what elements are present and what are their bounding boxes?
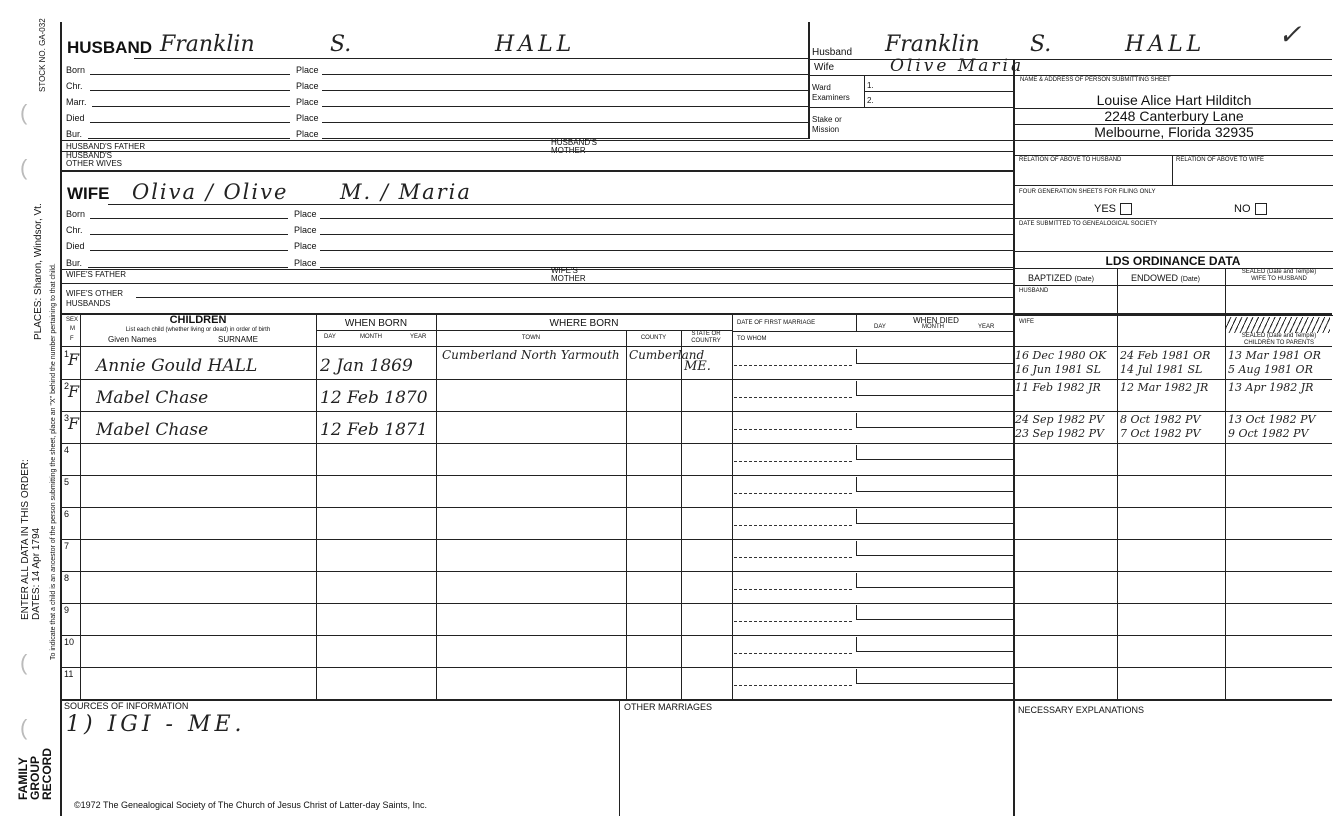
child-baptized-date-2[interactable]: 23 Sep 1982 PV [1015, 427, 1104, 440]
died-divider [856, 313, 857, 331]
child-row-line [60, 667, 1332, 668]
wife-mother-label: WIFE'S MOTHER [551, 266, 586, 283]
husband-died-label: Died [66, 113, 85, 123]
lds-header-bottom [1013, 285, 1333, 286]
child-died-line[interactable] [856, 651, 1013, 652]
child-birth-date[interactable]: 2 Jan 1869 [320, 356, 413, 376]
wife-died-label: Died [66, 241, 85, 251]
child-row-line [60, 411, 1332, 412]
child-died-tick [856, 349, 857, 364]
child-sealed-date[interactable]: 13 Oct 1982 PV [1228, 413, 1316, 426]
ancestor-instruction: To indicate that a child is an ancestor of the person submitting the sheet, place an "X" behind the number pertaining to that child. [50, 263, 57, 660]
four-gen-label: FOUR GENERATION SHEETS FOR FILING ONLY [1019, 189, 1156, 195]
places-note: PLACES: Sharon, Windsor, Vt. [33, 203, 44, 340]
child-row-number: 1 [64, 349, 70, 359]
submitter-line-3 [1013, 140, 1333, 141]
child-sealed-date[interactable]: 13 Mar 1981 OR [1228, 349, 1321, 362]
relation-top [1013, 155, 1333, 156]
state-header: STATE OR COUNTRY [691, 331, 721, 344]
born-month-header: MONTH [360, 334, 382, 340]
born-subheader-line [316, 330, 732, 331]
child-marriage-line[interactable] [734, 365, 852, 366]
wife-died-place-label: Place [294, 241, 317, 251]
wife-heading: WIFE [67, 184, 110, 203]
husband-chr-place-line[interactable] [322, 90, 808, 91]
wife-died-place-line[interactable] [320, 250, 1013, 251]
child-baptized-date-2[interactable]: 16 Jun 1981 SL [1015, 363, 1101, 376]
four-gen-yes[interactable]: YES [1094, 203, 1132, 215]
child-died-line[interactable] [856, 523, 1013, 524]
child-row-line [60, 635, 1332, 636]
lds-wife-row: WIFE [1019, 319, 1034, 325]
children-list-note: List each child (whether living or dead) in order of birth [125, 327, 271, 333]
date-submitted-bottom [1013, 251, 1333, 252]
child-endowed-date[interactable]: 8 Oct 1982 PV [1120, 413, 1201, 426]
wife-other-husbands-line[interactable] [136, 297, 1013, 298]
submitter-name: Louise Alice Hart Hilditch [1096, 92, 1252, 108]
wife-parents-bottom [60, 283, 1013, 284]
husband-bur-line[interactable] [88, 138, 290, 139]
child-endowed-date-2[interactable]: 7 Oct 1982 PV [1120, 427, 1201, 440]
wife-chr-place-line[interactable] [320, 234, 1013, 235]
child-baptized-date[interactable]: 16 Dec 1980 OK [1015, 349, 1107, 362]
lds-hatch-box [1226, 317, 1330, 333]
child-birth-town[interactable]: Cumberland North Yarmouth [442, 348, 620, 362]
wife-given-name[interactable]: Oliva / Olive [132, 180, 289, 204]
other-marriages-label: OTHER MARRIAGES [624, 702, 713, 712]
child-sex[interactable]: F [68, 350, 80, 369]
surname-header: SURNAME [218, 335, 259, 344]
relation-divider [1172, 155, 1173, 185]
child-row-line [60, 603, 1332, 604]
child-row-number: 7 [64, 541, 70, 551]
child-name[interactable]: Mabel Chase [96, 388, 209, 408]
child-birth-date[interactable]: 12 Feb 1870 [320, 388, 428, 408]
wife-born-line[interactable] [90, 218, 288, 219]
child-died-tick [856, 477, 857, 492]
husband-marr-place-line[interactable] [322, 106, 808, 107]
wife-parents-top [60, 269, 1013, 270]
rp-examiners-label: Examiners [812, 93, 850, 102]
child-name[interactable]: Mabel Chase [96, 420, 209, 440]
child-marriage-line[interactable] [734, 525, 852, 526]
child-birth-date[interactable]: 12 Feb 1871 [320, 420, 428, 440]
died-year-header: YEAR [978, 324, 995, 330]
frame-left [60, 22, 62, 816]
born-day-header: DAY [324, 334, 336, 340]
wife-father-label: WIFE'S FATHER [66, 270, 127, 279]
wife-born-place-label: Place [294, 209, 317, 219]
punch-hole-mark: ( [20, 100, 28, 125]
rp-husband-line [808, 59, 1332, 60]
husband-chr-label: Chr. [66, 81, 83, 91]
lds-husband-row: HUSBAND [1019, 288, 1049, 294]
child-row-line [60, 475, 1332, 476]
marriage-subheader-line [732, 331, 1013, 332]
when-died-header: WHEN DIED [913, 316, 959, 325]
lds-endowed: ENDOWED (Date) [1131, 273, 1200, 283]
child-died-line[interactable] [856, 363, 1013, 364]
child-birth-county[interactable]: Cumberland [629, 348, 705, 362]
submitter-city: Melbourne, Florida 32935 [1094, 124, 1254, 140]
child-endowed-date-2[interactable]: 14 Jul 1981 SL [1120, 363, 1203, 376]
where-born-divider [436, 313, 437, 699]
child-died-line[interactable] [856, 683, 1013, 684]
husband-chr-line[interactable] [90, 90, 290, 91]
child-died-tick [856, 669, 857, 684]
wife-died-line[interactable] [90, 250, 288, 251]
husband-given-name[interactable]: Franklin [160, 32, 255, 57]
husband-section-bottom [60, 170, 1013, 172]
town-header: TOWN [521, 335, 541, 341]
husband-died-place-line[interactable] [322, 122, 808, 123]
lds-title: LDS ORDINANCE DATA [1105, 254, 1241, 268]
child-sex[interactable]: F [68, 382, 80, 401]
stock-number: STOCK NO. GA-032 [38, 18, 47, 92]
child-marriage-line[interactable] [734, 429, 852, 430]
husband-bur-place-label: Place [296, 129, 319, 139]
husband-name-line [134, 58, 808, 59]
enter-order-note: ENTER ALL DATA IN THIS ORDER: [20, 459, 31, 620]
relation-husband-label: RELATION OF ABOVE TO HUSBAND [1019, 157, 1122, 163]
date-submitted-label: DATE SUBMITTED TO GENEALOGICAL SOCIETY [1019, 221, 1158, 227]
relation-wife-label: RELATION OF ABOVE TO WIFE [1176, 157, 1265, 163]
sex-f: F [70, 336, 74, 342]
child-row-line [60, 379, 1332, 380]
punch-hole-mark: ( [20, 650, 28, 675]
four-gen-bottom [1013, 218, 1333, 219]
child-died-line[interactable] [856, 555, 1013, 556]
child-died-tick [856, 413, 857, 428]
husband-parents-bottom [60, 151, 1013, 152]
husband-father-label: HUSBAND'S FATHER [66, 142, 146, 151]
child-birth-state[interactable]: ME. [684, 359, 711, 374]
wife-middle-name[interactable]: M. / Maria [340, 180, 472, 204]
husband-parents-top [60, 140, 1013, 141]
child-died-line[interactable] [856, 619, 1013, 620]
rp-examiner-2[interactable]: 2. [867, 96, 874, 105]
child-marriage-line[interactable] [734, 589, 852, 590]
husband-chr-place-label: Place [296, 81, 319, 91]
child-row-number: 11 [64, 669, 74, 679]
sex-header: SEX [66, 317, 79, 323]
child-died-line[interactable] [856, 427, 1013, 428]
rp-ward-label: Ward [812, 83, 831, 92]
wife-other-husbands-label: WIFE'S OTHER HUSBANDS [66, 289, 124, 308]
died-month-header: MONTH [922, 324, 944, 330]
child-sealed-date-2[interactable]: 5 Aug 1981 OR [1228, 363, 1313, 376]
rp-stake-label: Stake or Mission [812, 115, 842, 134]
lds-sealed-wife: SEALED (Date and Temple) WIFE TO HUSBAND [1241, 269, 1317, 282]
husband-born-line[interactable] [90, 74, 290, 75]
child-row-line [60, 507, 1332, 508]
wife-chr-place-label: Place [294, 225, 317, 235]
footer-divider-1 [619, 699, 620, 816]
husband-middle-name[interactable]: S. [330, 32, 352, 57]
child-baptized-date[interactable]: 24 Sep 1982 PV [1015, 413, 1104, 426]
husband-born-place-label: Place [296, 65, 319, 75]
child-name[interactable]: Annie Gould HALL [96, 356, 258, 376]
rp-examiner-1[interactable]: 1. [867, 81, 874, 90]
wife-born-label: Born [66, 209, 86, 219]
wife-born-place-line[interactable] [320, 218, 1013, 219]
child-row-line [60, 539, 1332, 540]
rp-husband-given[interactable]: Franklin [885, 32, 980, 57]
county-header: COUNTY [640, 335, 667, 341]
child-marriage-line[interactable] [734, 461, 852, 462]
punch-hole-mark: ( [20, 155, 28, 180]
child-marriage-line[interactable] [734, 621, 852, 622]
child-baptized-date[interactable]: 11 Feb 1982 JR [1015, 381, 1101, 394]
wife-bur-place-line[interactable] [320, 267, 1013, 268]
copyright: ©1972 The Genealogical Society of The Church of Jesus Christ of Latter-day Saints, Inc. [74, 800, 427, 810]
child-row-number: 5 [64, 477, 70, 487]
child-row-number: 9 [64, 605, 70, 615]
child-sealed-date-2[interactable]: 9 Oct 1982 PV [1228, 427, 1309, 440]
sex-divider [80, 313, 81, 699]
child-died-tick [856, 605, 857, 620]
rp-wife-label: Wife [814, 62, 834, 73]
rp-husband-surname[interactable]: HALL [1125, 32, 1206, 57]
husband-died-place-label: Place [296, 113, 319, 123]
sex-m: M [70, 326, 75, 332]
child-marriage-line[interactable] [734, 685, 852, 686]
husband-mother-label: HUSBAND'S MOTHER [551, 138, 597, 155]
where-born-header: WHERE BORN [549, 318, 619, 329]
born-year-header: YEAR [410, 334, 427, 340]
submitter-street: 2248 Canterbury Lane [1104, 108, 1244, 124]
lds-sealed-parents: SEALED (Date and Temple) CHILDREN TO PARENTS [1241, 333, 1317, 346]
husband-marr-place-label: Place [296, 97, 319, 107]
child-marriage-line[interactable] [734, 653, 852, 654]
form-title-group: GROUP [28, 755, 42, 800]
husband-marr-label: Marr. [66, 97, 87, 107]
rp-ward-bottom [808, 107, 1013, 108]
submitter-heading: NAME & ADDRESS OF PERSON SUBMITTING SHEET [1020, 77, 1171, 83]
child-marriage-line[interactable] [734, 397, 852, 398]
child-died-tick [856, 637, 857, 652]
lds-husband-bottom [1013, 315, 1333, 316]
given-names-header: Given Names [108, 335, 157, 344]
four-gen-no[interactable]: NO [1234, 203, 1267, 215]
check-mark: ✓ [1278, 18, 1302, 51]
children-header: CHILDREN [169, 314, 227, 326]
county-divider [626, 330, 627, 699]
form-title-family: FAMILY [16, 757, 30, 800]
no-checkbox[interactable] [1255, 203, 1267, 215]
child-row-number: 3 [64, 413, 70, 423]
child-died-tick [856, 509, 857, 524]
child-endowed-date[interactable]: 24 Feb 1981 OR [1120, 349, 1211, 362]
child-row-number: 6 [64, 509, 70, 519]
child-died-line[interactable] [856, 587, 1013, 588]
rp-husband-label: Husband [812, 47, 853, 58]
relation-bottom [1013, 185, 1333, 186]
form-title-record: RECORD [40, 747, 54, 800]
child-marriage-line[interactable] [734, 493, 852, 494]
sources-label: SOURCES OF INFORMATION [64, 701, 189, 711]
husband-other-wives-label: HUSBAND'S OTHER WIVES [66, 151, 123, 168]
husband-born-place-line[interactable] [322, 74, 808, 75]
rp-husband-middle[interactable]: S. [1030, 32, 1052, 57]
sources-value[interactable]: 1) IGI - ME. [66, 712, 246, 737]
marriage-divider [732, 313, 733, 699]
wife-chr-label: Chr. [66, 225, 83, 235]
child-row-line [60, 571, 1332, 572]
footer-top [60, 699, 1332, 701]
wife-bur-place-label: Place [294, 258, 317, 268]
husband-marr-line[interactable] [92, 106, 290, 107]
husband-born-label: Born [66, 65, 86, 75]
child-endowed-date[interactable]: 12 Mar 1982 JR [1120, 381, 1209, 394]
child-died-tick [856, 573, 857, 588]
children-header-bottom [60, 346, 1332, 347]
rp-wife-line [808, 75, 1332, 76]
husband-bur-label: Bur. [66, 129, 83, 139]
child-sex[interactable]: F [68, 414, 80, 433]
wife-name-line [108, 204, 1013, 205]
child-row-line [60, 443, 1332, 444]
child-died-line[interactable] [856, 491, 1013, 492]
to-whom-header: TO WHOM [737, 336, 767, 342]
child-row-number: 10 [64, 637, 75, 647]
child-sealed-date[interactable]: 13 Apr 1982 JR [1228, 381, 1314, 394]
child-row-number: 2 [64, 381, 70, 391]
husband-heading: HUSBAND [67, 38, 152, 57]
child-died-tick [856, 541, 857, 556]
dates-note: DATES: 14 Apr 1794 [31, 527, 42, 620]
wife-bur-line[interactable] [88, 267, 288, 268]
punch-hole-mark: ( [20, 715, 28, 740]
state-divider [681, 330, 682, 699]
died-day-header: DAY [874, 324, 886, 330]
rp-examiner-1-line [864, 91, 1013, 92]
necessary-explanations-label: NECESSARY EXPLANATIONS [1018, 705, 1145, 715]
child-died-line[interactable] [856, 459, 1013, 460]
child-row-number: 8 [64, 573, 70, 583]
lds-baptized: BAPTIZED (Date) [1028, 273, 1094, 283]
first-marriage-header: DATE OF FIRST MARRIAGE [737, 320, 816, 326]
husband-surname[interactable]: HALL [495, 32, 576, 57]
frame-divider-top [808, 22, 810, 139]
wife-chr-line[interactable] [90, 234, 288, 235]
husband-died-line[interactable] [90, 122, 290, 123]
child-marriage-line[interactable] [734, 557, 852, 558]
child-died-line[interactable] [856, 395, 1013, 396]
rp-wife-value[interactable]: Olive Maria [890, 56, 1025, 76]
yes-checkbox[interactable] [1120, 203, 1132, 215]
child-row-number: 4 [64, 445, 70, 455]
when-born-divider [316, 313, 317, 699]
child-died-tick [856, 445, 857, 460]
wife-bur-label: Bur. [66, 258, 83, 268]
child-died-tick [856, 381, 857, 396]
when-born-header: WHEN BORN [344, 318, 408, 329]
